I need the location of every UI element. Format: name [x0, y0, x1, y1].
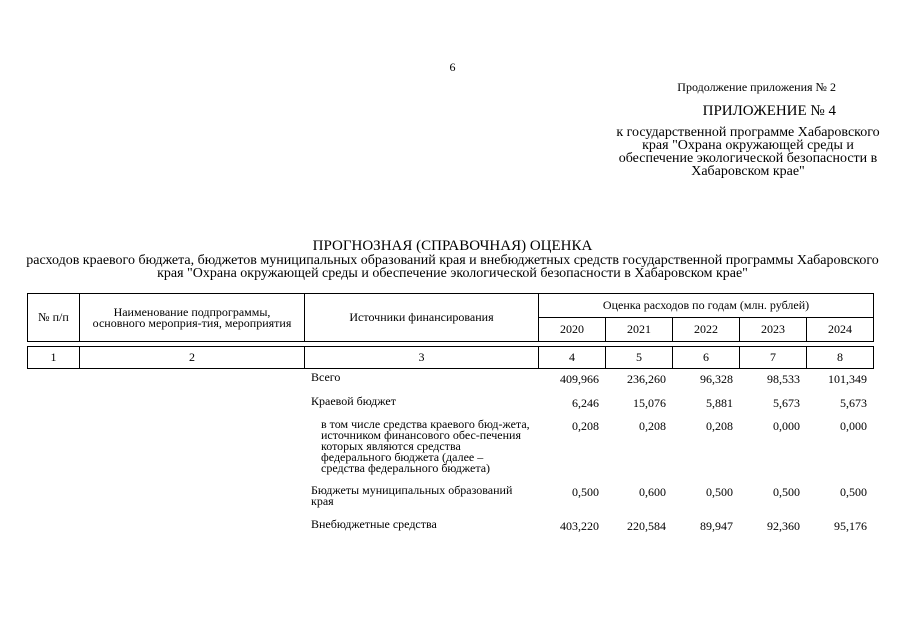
value-cell: 0,500: [706, 485, 733, 499]
value-cell: 98,533: [767, 372, 800, 386]
source-label: Внебюджетные средства: [311, 517, 437, 531]
document-subtitle: расходов краевого бюджета, бюджетов муниципальных образований края и внебюджетных средств государственной программы Хабаровского края "Охрана окружающей среды и обеспечение экологической безопасности в Хабаровском крае": [26, 253, 879, 281]
source-label: Бюджеты муниципальных образований края: [311, 483, 513, 508]
table-row: [27, 485, 873, 519]
value-cell: 0,000: [773, 419, 800, 433]
header-name: Наименование подпрограммы, основного мероприя-тия, мероприятия: [80, 294, 305, 342]
value-cell: 96,328: [700, 372, 733, 386]
header-sources: Источники финансирования: [305, 294, 539, 342]
value-cell: 0,500: [572, 485, 599, 499]
value-cell: 89,947: [700, 519, 733, 533]
value-cell: 220,584: [627, 519, 666, 533]
header-estimate: Оценка расходов по годам (млн. рублей): [539, 294, 874, 318]
value-cell: 101,349: [828, 372, 867, 386]
value-cell: 0,208: [572, 419, 599, 433]
value-cell: 5,673: [773, 396, 800, 410]
continuation-label: Продолжение приложения № 2: [677, 80, 836, 94]
value-cell: 409,966: [560, 372, 599, 386]
column-number: 5: [606, 347, 673, 369]
value-cell: 0,208: [639, 419, 666, 433]
value-cell: 0,208: [706, 419, 733, 433]
value-cell: 0,500: [840, 485, 867, 499]
column-number: 3: [305, 347, 539, 369]
table-row: [27, 519, 873, 541]
header-year: 2020: [539, 318, 606, 342]
value-cell: 0,500: [773, 485, 800, 499]
table-header: [27, 293, 874, 369]
column-number: 2: [80, 347, 305, 369]
header-year: 2022: [673, 318, 740, 342]
value-cell: 0,000: [840, 419, 867, 433]
table-row: [27, 419, 873, 485]
appendix-subtitle: к государственной программе Хабаровского края "Охрана окружающей среды и обеспечение экологической безопасности в Хабаровском крае": [616, 125, 880, 179]
document-title: ПРОГНОЗНАЯ (СПРАВОЧНАЯ) ОЦЕНКА: [312, 238, 593, 254]
table-row: [27, 372, 873, 396]
value-cell: 5,881: [706, 396, 733, 410]
column-number: 7: [740, 347, 807, 369]
column-number: 8: [807, 347, 874, 369]
value-cell: 236,260: [627, 372, 666, 386]
appendix-title: ПРИЛОЖЕНИЕ № 4: [702, 103, 836, 119]
header-year: 2021: [606, 318, 673, 342]
source-label: Краевой бюджет: [311, 394, 396, 408]
header-year: 2024: [807, 318, 874, 342]
value-cell: 15,076: [633, 396, 666, 410]
value-cell: 95,176: [834, 519, 867, 533]
column-number: 6: [673, 347, 740, 369]
column-number: 4: [539, 347, 606, 369]
value-cell: 5,673: [840, 396, 867, 410]
table-row: [27, 396, 873, 419]
value-cell: 0,600: [639, 485, 666, 499]
value-cell: 92,360: [767, 519, 800, 533]
table-body: [27, 372, 873, 541]
value-cell: 403,220: [560, 519, 599, 533]
page-number: 6: [449, 60, 456, 74]
value-cell: 6,246: [572, 396, 599, 410]
source-label: Всего: [311, 370, 341, 384]
header-num: № п/п: [28, 294, 80, 342]
header-year: 2023: [740, 318, 807, 342]
column-number: 1: [28, 347, 80, 369]
source-label: в том числе средства краевого бюд-жета, источником финансового обес-печения которых являются средства федерального бюджета (далее – средства федерального бюджета): [321, 417, 530, 475]
